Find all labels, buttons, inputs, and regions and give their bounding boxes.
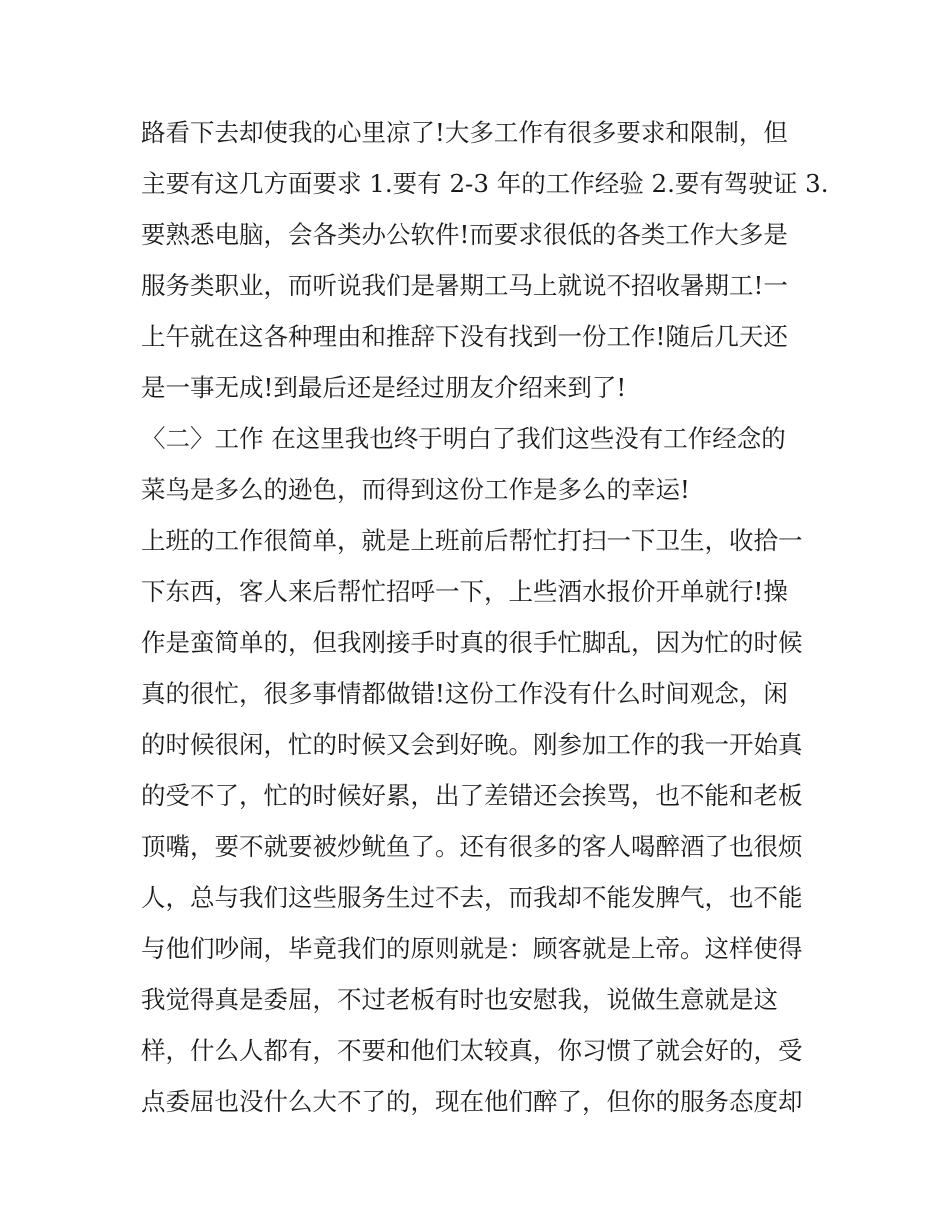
text-line: 要熟悉电脑，会各类办公软件!而要求很低的各类工作大多是 xyxy=(141,220,788,249)
text-line: 下东西，客人来后帮忙招呼一下，上些酒水报价开单就行!操 xyxy=(141,577,788,606)
text-line: 顶嘴，要不就要被炒鱿鱼了。还有很多的客人喝醉酒了也很烦 xyxy=(141,832,803,861)
text-line: 人，总与我们这些服务生过不去，而我却不能发脾气，也不能 xyxy=(141,883,803,912)
text-line: 的时候很闲，忙的时候又会到好晚。刚参加工作的我一开始真 xyxy=(141,730,803,759)
text-line: 服务类职业，而听说我们是暑期工马上就说不招收暑期工!一 xyxy=(141,271,788,300)
body-text xyxy=(141,107,829,1127)
text-line: 样，什么人都有，不要和他们太较真，你习惯了就会好的，受 xyxy=(141,1036,803,1065)
text-line: 我觉得真是委屈，不过老板有时也安慰我，说做生意就是这 xyxy=(141,985,778,1014)
section-heading-line: 〈二〉工作 在这里我也终于明白了我们这些没有工作经念的 xyxy=(141,424,786,453)
text-line: 路看下去却使我的心里凉了!大多工作有很多要求和限制，但 xyxy=(141,118,788,147)
text-line: 主要有这几方面要求 1.要有 2-3 年的工作经验 2.要有驾驶证 3. xyxy=(141,169,829,198)
text-line: 是一事无成!到最后还是经过朋友介绍来到了! xyxy=(141,373,627,402)
text-line: 的受不了，忙的时候好累，出了差错还会挨骂，也不能和老板 xyxy=(141,781,803,810)
text-line: 菜鸟是多么的逊色，而得到这份工作是多么的幸运! xyxy=(141,475,690,504)
text-line: 上班的工作很简单，就是上班前后帮忙打扫一下卫生，收拾一 xyxy=(141,526,803,555)
text-line: 真的很忙，很多事情都做错!这份工作没有什么时间观念，闲 xyxy=(141,679,788,708)
text-line: 与他们吵闹，毕竟我们的原则就是：顾客就是上帝。这样使得 xyxy=(141,934,803,963)
text-line: 点委屈也没什么大不了的，现在他们醉了，但你的服务态度却 xyxy=(141,1087,803,1116)
text-line: 作是蛮简单的，但我刚接手时真的很手忙脚乱，因为忙的时候 xyxy=(141,628,803,657)
text-line: 上午就在这各种理由和推辞下没有找到一份工作!随后几天还 xyxy=(141,322,788,351)
